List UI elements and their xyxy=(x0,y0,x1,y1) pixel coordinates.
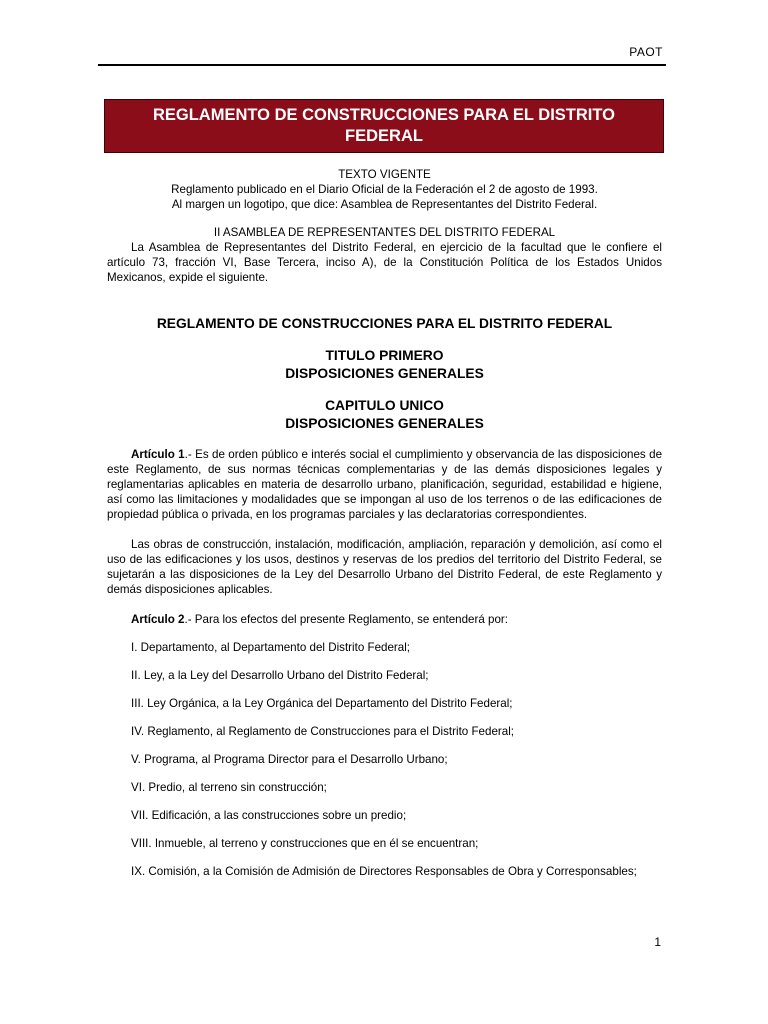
capitulo-line-2: DISPOSICIONES GENERALES xyxy=(285,416,484,431)
definition-item: IV. Reglamento, al Reglamento de Construcciones para el Distrito Federal; xyxy=(131,725,515,738)
intro-line-1: TEXTO VIGENTE xyxy=(338,168,431,181)
assembly-text: La Asamblea de Representantes del Distrito Federal, en ejercicio de la facultad que le confiere el artículo 73, fracción VI, Base Tercera, inciso A), de la Constitución Política de los Estados Unidos Mexicanos, expide el siguiente. xyxy=(107,241,662,284)
definition-item: V. Programa, al Programa Director para el Desarrollo Urbano; xyxy=(131,753,448,766)
intro-line-2: Reglamento publicado en el Diario Oficial de la Federación el 2 de agosto de 1993. xyxy=(171,183,598,196)
page-number: 1 xyxy=(654,935,661,949)
article-1-text: .- Es de orden público e interés social el cumplimiento y observancia de las disposiciones de este Reglamento, de sus normas técnicas complementarias y de las demás disposiciones legales y reglamentarias aplicables en materia de desarrollo urbano, planificación, seguridad, estabilidad e higiene, así como las limitaciones y modalidades que se impongan al uso de los terrenos o de las edificaciones de propiedad pública o privada, en los programas parciales y las declaratorias correspondientes. xyxy=(107,448,663,521)
article-2 xyxy=(107,612,662,627)
article-2-text: .- Para los efectos del presente Reglamento, se entenderá por: xyxy=(184,613,508,626)
header-label: PAOT xyxy=(629,45,663,59)
main-title: REGLAMENTO DE CONSTRUCCIONES PARA EL DISTRITO FEDERAL xyxy=(156,316,613,331)
title-box-text: REGLAMENTO DE CONSTRUCCIONES PARA EL DISTRITO FEDERAL xyxy=(152,106,616,145)
article-2-label: Artículo 2 xyxy=(131,613,185,626)
titulo-line-2: DISPOSICIONES GENERALES xyxy=(285,366,484,381)
definition-item: VII. Edificación, a las construcciones sobre un predio; xyxy=(131,809,407,822)
title-box xyxy=(104,99,664,153)
definition-item: I. Departamento, al Departamento del Distrito Federal; xyxy=(131,641,411,654)
definition-item: VI. Predio, al terreno sin construcción; xyxy=(131,781,327,794)
titulo-line-1: TITULO PRIMERO xyxy=(325,348,444,363)
definition-item: VIII. Inmueble, al terreno y construcciones que en él se encuentran; xyxy=(131,837,479,850)
article-1 xyxy=(107,447,662,522)
intro-line-3: Al margen un logotipo, que dice: Asamblea de Representantes del Distrito Federal. xyxy=(171,198,598,211)
article-1-label: Artículo 1 xyxy=(131,448,185,461)
definition-item: III. Ley Orgánica, a la Ley Orgánica del Departamento del Distrito Federal; xyxy=(131,697,513,710)
header-rule xyxy=(98,64,666,66)
capitulo-line-1: CAPITULO UNICO xyxy=(325,398,444,413)
document-content xyxy=(107,167,662,879)
definition-item: II. Ley, a la Ley del Desarrollo Urbano del Distrito Federal; xyxy=(131,669,429,682)
article-1-paragraph-2: Las obras de construcción, instalación, modificación, ampliación, reparación y demolición, así como el uso de las edificaciones y los usos, destinos y reservas de los predios del territorio del Distrito Federal, se sujetarán a las disposiciones de la Ley del Desarrollo Urbano del Distrito Federal, de este Reglamento y demás disposiciones aplicables. xyxy=(107,538,662,596)
assembly-heading: II ASAMBLEA DE REPRESENTANTES DEL DISTRITO FEDERAL xyxy=(213,226,556,239)
definition-item: IX. Comisión, a la Comisión de Admisión de Directores Responsables de Obra y Corresponsables; xyxy=(131,865,637,878)
